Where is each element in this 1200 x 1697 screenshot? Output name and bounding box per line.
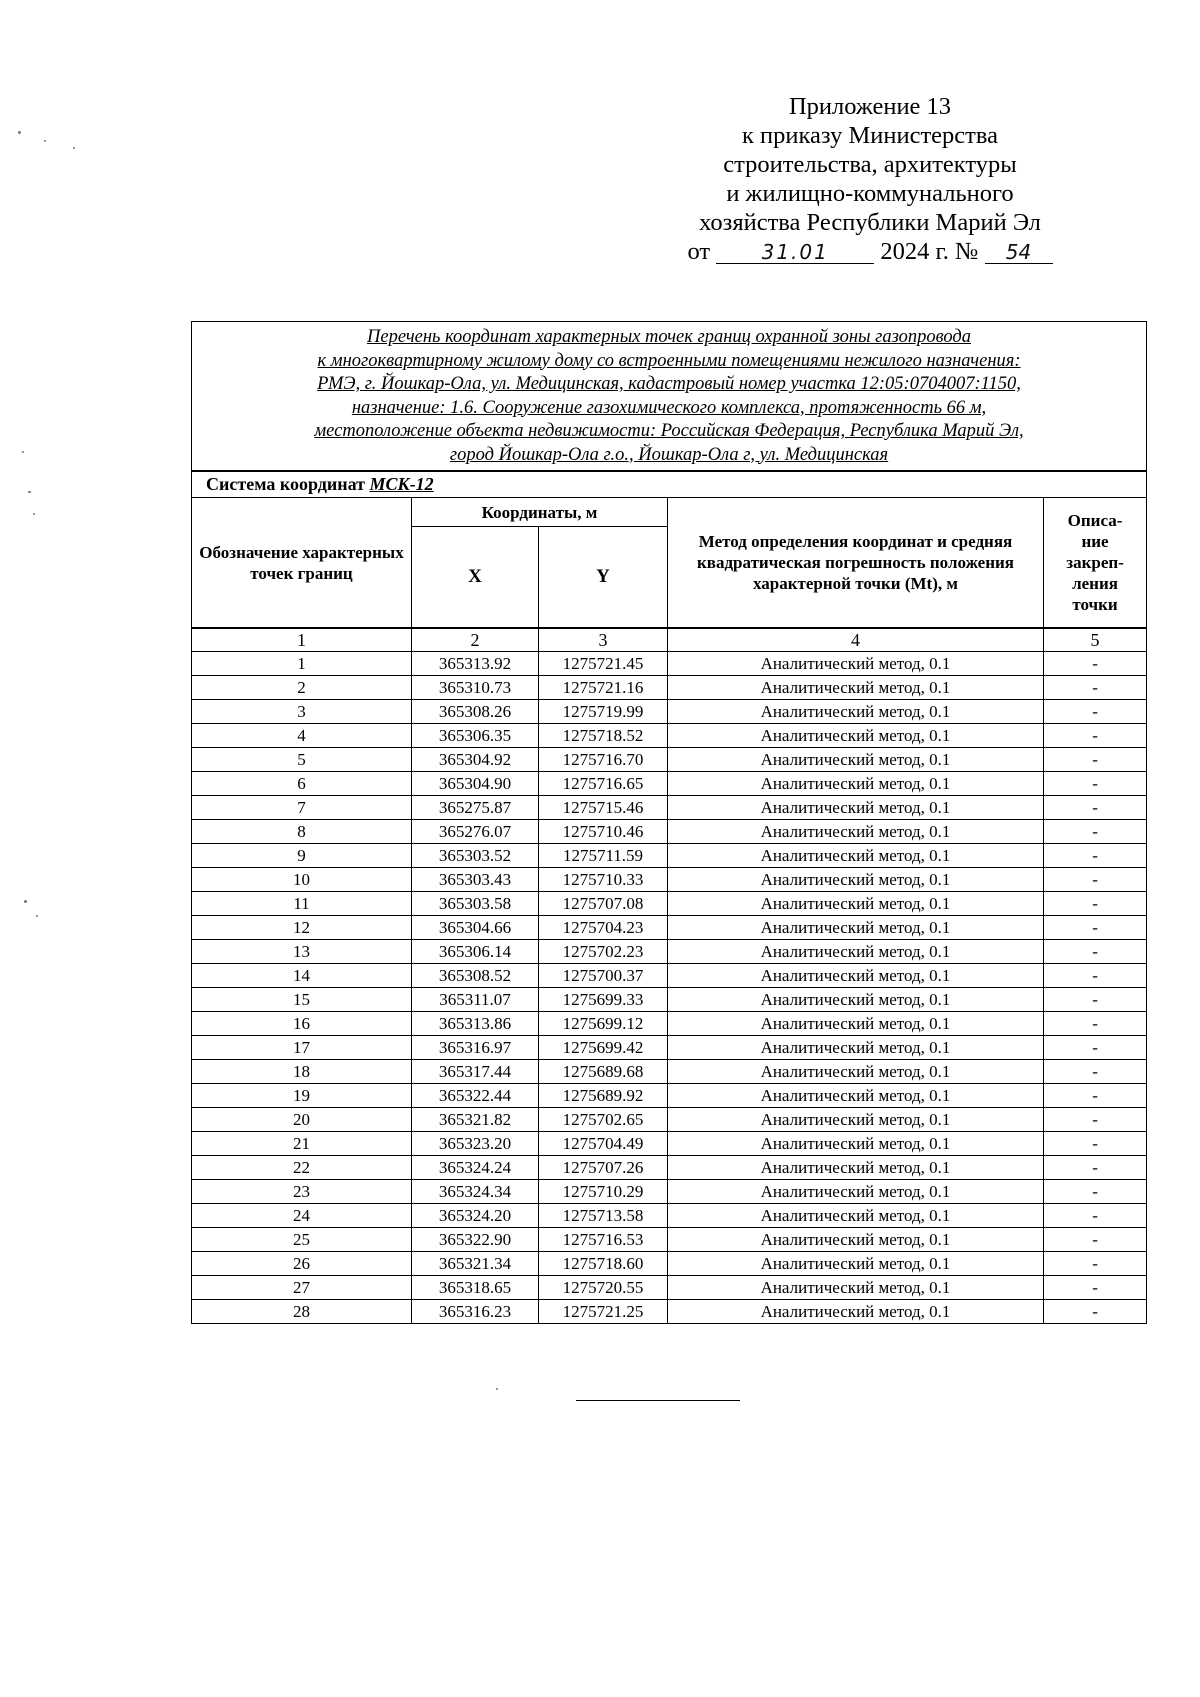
cell-description: - bbox=[1044, 868, 1147, 892]
cell-point: 18 bbox=[192, 1060, 412, 1084]
cell-point: 14 bbox=[192, 964, 412, 988]
table-row bbox=[192, 748, 1147, 772]
cell-description: - bbox=[1044, 1228, 1147, 1252]
header-line: и жилищно-коммунального bbox=[726, 180, 1014, 207]
cell-y: 1275719.99 bbox=[539, 700, 668, 724]
scan-speck bbox=[28, 491, 31, 493]
cell-description: - bbox=[1044, 1084, 1147, 1108]
cell-method: Аналитический метод, 0.1 bbox=[668, 1108, 1044, 1132]
cell-method: Аналитический метод, 0.1 bbox=[668, 988, 1044, 1012]
header-description: Описа-ние закреп-ления точки bbox=[1044, 498, 1147, 629]
cell-point: 12 bbox=[192, 916, 412, 940]
cell-method: Аналитический метод, 0.1 bbox=[668, 1132, 1044, 1156]
cell-point: 2 bbox=[192, 676, 412, 700]
cell-method: Аналитический метод, 0.1 bbox=[668, 1204, 1044, 1228]
cell-y: 1275716.70 bbox=[539, 748, 668, 772]
cell-y: 1275710.33 bbox=[539, 868, 668, 892]
cell-description: - bbox=[1044, 1180, 1147, 1204]
header-line: к приказу Министерства bbox=[742, 122, 998, 149]
table-row bbox=[192, 1036, 1147, 1060]
handwritten-order-number: 54 bbox=[985, 241, 1053, 264]
cell-point: 5 bbox=[192, 748, 412, 772]
table-row bbox=[192, 652, 1147, 676]
cell-x: 365321.34 bbox=[412, 1252, 539, 1276]
column-number: 4 bbox=[668, 628, 1044, 652]
cell-method: Аналитический метод, 0.1 bbox=[668, 1084, 1044, 1108]
scan-speck bbox=[496, 1388, 498, 1390]
coordinates-table bbox=[191, 321, 1147, 1324]
table-row bbox=[192, 1084, 1147, 1108]
cell-y: 1275718.52 bbox=[539, 724, 668, 748]
cell-method: Аналитический метод, 0.1 bbox=[668, 1036, 1044, 1060]
scan-speck bbox=[33, 513, 35, 515]
cell-point: 7 bbox=[192, 796, 412, 820]
title-line: Перечень координат характерных точек границ охранной зоны газопровода bbox=[367, 327, 971, 347]
cell-x: 365304.90 bbox=[412, 772, 539, 796]
cell-y: 1275710.29 bbox=[539, 1180, 668, 1204]
title-line: местоположение объекта недвижимости: Российская Федерация, Республика Марий Эл, bbox=[314, 421, 1024, 441]
cell-method: Аналитический метод, 0.1 bbox=[668, 1012, 1044, 1036]
header-y: Y bbox=[539, 527, 668, 629]
table-row bbox=[192, 1204, 1147, 1228]
cell-x: 365303.43 bbox=[412, 868, 539, 892]
table-row bbox=[192, 796, 1147, 820]
cell-method: Аналитический метод, 0.1 bbox=[668, 724, 1044, 748]
order-date-line bbox=[600, 237, 1140, 266]
cell-y: 1275713.58 bbox=[539, 1204, 668, 1228]
cell-description: - bbox=[1044, 1012, 1147, 1036]
cell-method: Аналитический метод, 0.1 bbox=[668, 676, 1044, 700]
cell-description: - bbox=[1044, 748, 1147, 772]
cell-description: - bbox=[1044, 892, 1147, 916]
cell-point: 23 bbox=[192, 1180, 412, 1204]
cell-description: - bbox=[1044, 724, 1147, 748]
cell-point: 1 bbox=[192, 652, 412, 676]
title-line: назначение: 1.6. Сооружение газохимического комплекса, протяженность 66 м, bbox=[351, 397, 987, 418]
cell-method: Аналитический метод, 0.1 bbox=[668, 1228, 1044, 1252]
cell-x: 365316.97 bbox=[412, 1036, 539, 1060]
handwritten-date: 31.01 bbox=[716, 241, 874, 264]
table-row bbox=[192, 1012, 1147, 1036]
cell-y: 1275689.92 bbox=[539, 1084, 668, 1108]
cell-description: - bbox=[1044, 1276, 1147, 1300]
header-coordinates: Координаты, м bbox=[412, 498, 668, 527]
table-row bbox=[192, 844, 1147, 868]
cell-description: - bbox=[1044, 796, 1147, 820]
table-row bbox=[192, 1276, 1147, 1300]
cell-x: 365313.86 bbox=[412, 1012, 539, 1036]
table-row bbox=[192, 1108, 1147, 1132]
title-line: город Йошкар-Ола г.о., Йошкар-Ола г, ул. Медицинская bbox=[449, 444, 889, 465]
scan-speck bbox=[44, 140, 46, 142]
cell-description: - bbox=[1044, 844, 1147, 868]
cell-x: 365304.66 bbox=[412, 916, 539, 940]
cell-description: - bbox=[1044, 1036, 1147, 1060]
cell-point: 17 bbox=[192, 1036, 412, 1060]
coordinate-system bbox=[192, 471, 1147, 498]
cell-point: 27 bbox=[192, 1276, 412, 1300]
cell-description: - bbox=[1044, 772, 1147, 796]
column-number: 2 bbox=[412, 628, 539, 652]
cell-y: 1275718.60 bbox=[539, 1252, 668, 1276]
cell-y: 1275689.68 bbox=[539, 1060, 668, 1084]
cell-point: 22 bbox=[192, 1156, 412, 1180]
cell-y: 1275716.53 bbox=[539, 1228, 668, 1252]
header-point: Обозначение характерных точек границ bbox=[192, 498, 412, 629]
cell-method: Аналитический метод, 0.1 bbox=[668, 1252, 1044, 1276]
cell-point: 8 bbox=[192, 820, 412, 844]
cell-x: 365322.90 bbox=[412, 1228, 539, 1252]
table-row bbox=[192, 1132, 1147, 1156]
cell-x: 365324.20 bbox=[412, 1204, 539, 1228]
cell-point: 25 bbox=[192, 1228, 412, 1252]
header-line: Приложение 13 bbox=[788, 93, 952, 120]
cell-y: 1275704.49 bbox=[539, 1132, 668, 1156]
table-row bbox=[192, 772, 1147, 796]
scan-speck bbox=[24, 900, 27, 903]
cell-point: 3 bbox=[192, 700, 412, 724]
cell-x: 365304.92 bbox=[412, 748, 539, 772]
cell-method: Аналитический метод, 0.1 bbox=[668, 1060, 1044, 1084]
cell-point: 19 bbox=[192, 1084, 412, 1108]
table-row bbox=[192, 892, 1147, 916]
table-row bbox=[192, 868, 1147, 892]
cell-description: - bbox=[1044, 1132, 1147, 1156]
cell-method: Аналитический метод, 0.1 bbox=[668, 1276, 1044, 1300]
cell-x: 365324.34 bbox=[412, 1180, 539, 1204]
title-line: к многоквартирному жилому дому со встроенными помещениями нежилого назначения: bbox=[317, 350, 1021, 371]
cell-x: 365308.26 bbox=[412, 700, 539, 724]
cell-y: 1275702.23 bbox=[539, 940, 668, 964]
cell-method: Аналитический метод, 0.1 bbox=[668, 748, 1044, 772]
cell-method: Аналитический метод, 0.1 bbox=[668, 652, 1044, 676]
cell-y: 1275702.65 bbox=[539, 1108, 668, 1132]
column-number: 1 bbox=[192, 628, 412, 652]
cell-method: Аналитический метод, 0.1 bbox=[668, 964, 1044, 988]
cell-point: 9 bbox=[192, 844, 412, 868]
cell-x: 365276.07 bbox=[412, 820, 539, 844]
column-number: 5 bbox=[1044, 628, 1147, 652]
cell-description: - bbox=[1044, 1156, 1147, 1180]
scan-speck bbox=[73, 147, 75, 149]
cell-y: 1275721.45 bbox=[539, 652, 668, 676]
table-row bbox=[192, 724, 1147, 748]
cell-method: Аналитический метод, 0.1 bbox=[668, 892, 1044, 916]
cell-method: Аналитический метод, 0.1 bbox=[668, 1156, 1044, 1180]
cell-point: 6 bbox=[192, 772, 412, 796]
cell-x: 365310.73 bbox=[412, 676, 539, 700]
cell-y: 1275721.25 bbox=[539, 1300, 668, 1324]
cell-point: 26 bbox=[192, 1252, 412, 1276]
table-title bbox=[192, 322, 1147, 472]
cell-point: 28 bbox=[192, 1300, 412, 1324]
header-x: X bbox=[412, 527, 539, 629]
cell-y: 1275707.08 bbox=[539, 892, 668, 916]
cell-method: Аналитический метод, 0.1 bbox=[668, 1300, 1044, 1324]
table-row bbox=[192, 1228, 1147, 1252]
cell-y: 1275707.26 bbox=[539, 1156, 668, 1180]
cell-description: - bbox=[1044, 1204, 1147, 1228]
cell-description: - bbox=[1044, 820, 1147, 844]
cell-x: 365308.52 bbox=[412, 964, 539, 988]
cell-y: 1275711.59 bbox=[539, 844, 668, 868]
cell-x: 365318.65 bbox=[412, 1276, 539, 1300]
cell-y: 1275699.42 bbox=[539, 1036, 668, 1060]
cell-x: 365321.82 bbox=[412, 1108, 539, 1132]
table-row bbox=[192, 676, 1147, 700]
coordinate-system-label: Система координат bbox=[206, 474, 365, 494]
order-header bbox=[600, 92, 1140, 266]
scan-speck bbox=[36, 915, 38, 917]
cell-x: 365322.44 bbox=[412, 1084, 539, 1108]
cell-point: 16 bbox=[192, 1012, 412, 1036]
table-row bbox=[192, 700, 1147, 724]
cell-method: Аналитический метод, 0.1 bbox=[668, 916, 1044, 940]
cell-method: Аналитический метод, 0.1 bbox=[668, 796, 1044, 820]
table-row bbox=[192, 940, 1147, 964]
cell-x: 365303.52 bbox=[412, 844, 539, 868]
table-row bbox=[192, 1156, 1147, 1180]
cell-description: - bbox=[1044, 676, 1147, 700]
cell-description: - bbox=[1044, 1108, 1147, 1132]
title-line: РМЭ, г. Йошкар-Ола, ул. Медицинская, кадастровый номер участка 12:05:0704007:1150, bbox=[317, 374, 1021, 394]
table-row bbox=[192, 820, 1147, 844]
cell-x: 365306.35 bbox=[412, 724, 539, 748]
date-prefix: от bbox=[687, 238, 711, 265]
header-line: строительства, архитектуры bbox=[723, 151, 1017, 178]
cell-point: 10 bbox=[192, 868, 412, 892]
cell-y: 1275721.16 bbox=[539, 676, 668, 700]
cell-description: - bbox=[1044, 1300, 1147, 1324]
scan-speck bbox=[18, 131, 21, 134]
cell-point: 4 bbox=[192, 724, 412, 748]
cell-description: - bbox=[1044, 940, 1147, 964]
table-row bbox=[192, 1180, 1147, 1204]
cell-x: 365324.24 bbox=[412, 1156, 539, 1180]
table-row bbox=[192, 1252, 1147, 1276]
cell-description: - bbox=[1044, 964, 1147, 988]
table-row bbox=[192, 1060, 1147, 1084]
header-line: хозяйства Республики Марий Эл bbox=[699, 209, 1041, 236]
cell-description: - bbox=[1044, 700, 1147, 724]
cell-x: 365313.92 bbox=[412, 652, 539, 676]
cell-y: 1275716.65 bbox=[539, 772, 668, 796]
header-method: Метод определения координат и средняя квадратическая погрешность положения характерной точки (Mt), м bbox=[668, 498, 1044, 629]
cell-method: Аналитический метод, 0.1 bbox=[668, 772, 1044, 796]
cell-x: 365275.87 bbox=[412, 796, 539, 820]
cell-description: - bbox=[1044, 1252, 1147, 1276]
table-row bbox=[192, 988, 1147, 1012]
cell-x: 365316.23 bbox=[412, 1300, 539, 1324]
cell-y: 1275715.46 bbox=[539, 796, 668, 820]
cell-method: Аналитический метод, 0.1 bbox=[668, 1180, 1044, 1204]
cell-x: 365323.20 bbox=[412, 1132, 539, 1156]
cell-description: - bbox=[1044, 652, 1147, 676]
column-number: 3 bbox=[539, 628, 668, 652]
scan-speck bbox=[22, 451, 24, 453]
cell-y: 1275700.37 bbox=[539, 964, 668, 988]
cell-point: 11 bbox=[192, 892, 412, 916]
table-row bbox=[192, 1300, 1147, 1324]
cell-method: Аналитический метод, 0.1 bbox=[668, 844, 1044, 868]
cell-method: Аналитический метод, 0.1 bbox=[668, 700, 1044, 724]
cell-point: 20 bbox=[192, 1108, 412, 1132]
table-row bbox=[192, 916, 1147, 940]
cell-method: Аналитический метод, 0.1 bbox=[668, 940, 1044, 964]
cell-x: 365311.07 bbox=[412, 988, 539, 1012]
cell-description: - bbox=[1044, 988, 1147, 1012]
cell-y: 1275710.46 bbox=[539, 820, 668, 844]
cell-x: 365306.14 bbox=[412, 940, 539, 964]
end-line bbox=[576, 1400, 740, 1401]
cell-method: Аналитический метод, 0.1 bbox=[668, 820, 1044, 844]
cell-point: 15 bbox=[192, 988, 412, 1012]
table-row bbox=[192, 964, 1147, 988]
cell-x: 365317.44 bbox=[412, 1060, 539, 1084]
cell-point: 21 bbox=[192, 1132, 412, 1156]
cell-x: 365303.58 bbox=[412, 892, 539, 916]
cell-point: 24 bbox=[192, 1204, 412, 1228]
cell-y: 1275720.55 bbox=[539, 1276, 668, 1300]
cell-y: 1275699.33 bbox=[539, 988, 668, 1012]
cell-point: 13 bbox=[192, 940, 412, 964]
year-number-label: 2024 г. № bbox=[880, 238, 979, 265]
coordinate-system-value: МСК-12 bbox=[369, 474, 434, 494]
cell-y: 1275704.23 bbox=[539, 916, 668, 940]
cell-description: - bbox=[1044, 916, 1147, 940]
cell-description: - bbox=[1044, 1060, 1147, 1084]
cell-method: Аналитический метод, 0.1 bbox=[668, 868, 1044, 892]
cell-y: 1275699.12 bbox=[539, 1012, 668, 1036]
